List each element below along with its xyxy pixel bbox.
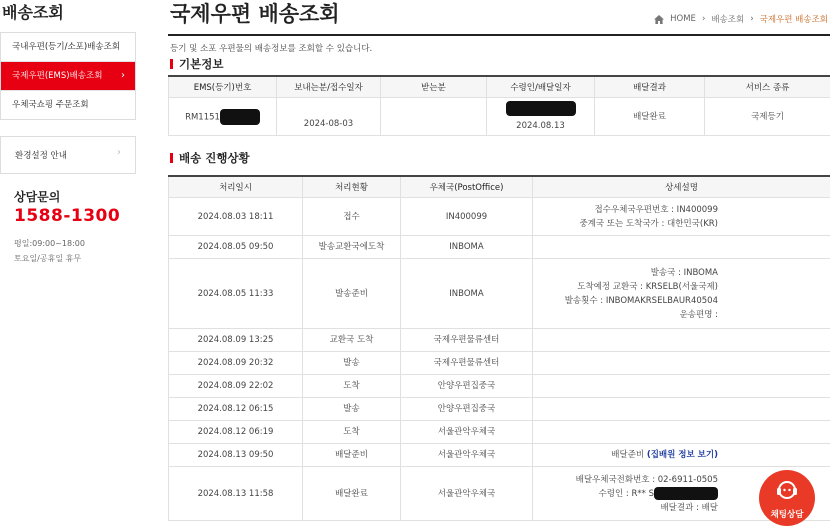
detail-cell bbox=[533, 421, 830, 444]
detail-cell bbox=[533, 259, 830, 329]
progress-table bbox=[168, 175, 830, 521]
detail-cell bbox=[533, 198, 830, 236]
status-cell: 발송 bbox=[303, 352, 401, 375]
consult-phone: 1588-1300 bbox=[14, 206, 120, 226]
table-row bbox=[169, 421, 830, 444]
chevron-right-icon: › bbox=[121, 62, 125, 90]
page-description: 등기 및 소포 우편물의 배송정보를 조회할 수 있습니다. bbox=[170, 42, 372, 54]
sidebar bbox=[0, 0, 140, 517]
datetime-cell: 2024.08.12 06:19 bbox=[169, 421, 303, 444]
table-row bbox=[169, 375, 830, 398]
delivered-date-cell bbox=[487, 98, 595, 136]
chevron-right-icon: › bbox=[117, 147, 121, 158]
section-marker bbox=[170, 153, 173, 163]
detail-line: 발송국 : INBOMA bbox=[533, 266, 718, 280]
service-cell: 국제등기 bbox=[705, 98, 830, 136]
chat-agent-icon bbox=[775, 478, 799, 502]
status-cell: 교환국 도착 bbox=[303, 329, 401, 352]
table-row bbox=[169, 352, 830, 375]
status-cell: 발송준비 bbox=[303, 259, 401, 329]
ems-number: RM1151 bbox=[185, 112, 220, 122]
table-row bbox=[169, 329, 830, 352]
sidebar-item-domestic[interactable] bbox=[1, 33, 135, 62]
redaction-block bbox=[220, 109, 260, 125]
detail-line: 배달결과 : 배달 bbox=[533, 501, 718, 515]
breadcrumb-current: 국제우편 배송조회 bbox=[760, 13, 828, 25]
env-settings-link[interactable] bbox=[0, 136, 136, 174]
consult-title: 상담문의 bbox=[14, 188, 60, 205]
office-cell: 서울관악우체국 bbox=[401, 444, 533, 467]
detail-line: 배달우체국전화번호 : 02-6911-0505 bbox=[533, 473, 718, 487]
office-cell: IN400099 bbox=[401, 198, 533, 236]
table-header-row bbox=[169, 176, 830, 198]
status-cell: 도착 bbox=[303, 421, 401, 444]
detail-line: 중계국 또는 도착국가 : 대한민국(KR) bbox=[533, 217, 718, 231]
table-row bbox=[169, 398, 830, 421]
col-header: 받는분 bbox=[381, 76, 487, 98]
chat-consult-button[interactable] bbox=[759, 470, 815, 526]
detail-cell bbox=[533, 398, 830, 421]
detail-cell bbox=[533, 236, 830, 259]
office-cell: INBOMA bbox=[401, 236, 533, 259]
detail-cell bbox=[533, 375, 830, 398]
detail-line: 접수우체국우편번호 : IN400099 bbox=[533, 203, 718, 217]
sidebar-menu bbox=[0, 32, 136, 120]
sent-date-cell bbox=[277, 98, 381, 136]
title-divider bbox=[168, 34, 830, 36]
basic-info-table bbox=[168, 75, 830, 136]
detail-cell bbox=[533, 352, 830, 375]
datetime-cell: 2024.08.12 06:15 bbox=[169, 398, 303, 421]
col-header: 상세설명 bbox=[533, 176, 830, 198]
col-header: 배달결과 bbox=[595, 76, 705, 98]
receiver-cell bbox=[381, 98, 487, 136]
redaction-block bbox=[506, 101, 576, 116]
detail-line: 운송편명 : bbox=[533, 308, 718, 322]
datetime-cell: 2024.08.09 20:32 bbox=[169, 352, 303, 375]
sidebar-item-shopping[interactable] bbox=[1, 91, 135, 119]
detail-cell bbox=[533, 444, 830, 467]
section-progress bbox=[170, 150, 250, 166]
sidebar-item-label: 국제우편(EMS)배송조회 bbox=[12, 71, 102, 81]
office-cell: 국제우편물류센터 bbox=[401, 329, 533, 352]
office-cell: 서울관악우체국 bbox=[401, 421, 533, 444]
status-cell: 발송 bbox=[303, 398, 401, 421]
detail-line-recipient bbox=[533, 487, 718, 501]
delivered-date: 2024.08.13 bbox=[516, 121, 565, 131]
breadcrumb-delivery[interactable]: 배송조회 bbox=[711, 13, 744, 25]
consult-hours-weekend: 토요일/공휴일 휴무 bbox=[14, 253, 81, 264]
sidebar-title: 배송조회 bbox=[2, 0, 64, 23]
status-cell: 배달완료 bbox=[303, 467, 401, 521]
status-cell: 배달준비 bbox=[303, 444, 401, 467]
result-cell: 배달완료 bbox=[595, 98, 705, 136]
section-marker bbox=[170, 59, 173, 69]
datetime-cell: 2024.08.05 11:33 bbox=[169, 259, 303, 329]
table-row bbox=[169, 98, 830, 136]
page-title: 국제우편 배송조회 bbox=[170, 0, 340, 28]
breadcrumb-home[interactable]: HOME bbox=[670, 14, 696, 24]
home-icon bbox=[654, 15, 664, 24]
col-header: 처리일시 bbox=[169, 176, 303, 198]
table-row bbox=[169, 259, 830, 329]
detail-line: 발송횟수 : INBOMAKRSELBAUR40504 bbox=[533, 294, 718, 308]
sent-date: 2024-08-03 bbox=[304, 119, 353, 129]
table-row bbox=[169, 467, 830, 521]
col-header: 보내는분/접수일자 bbox=[277, 76, 381, 98]
datetime-cell: 2024.08.03 18:11 bbox=[169, 198, 303, 236]
office-cell: 안양우편집중국 bbox=[401, 375, 533, 398]
sidebar-item-label: 우체국쇼핑 주문조회 bbox=[12, 100, 89, 110]
detail-cell bbox=[533, 329, 830, 352]
table-row bbox=[169, 236, 830, 259]
consult-hours-weekday: 평일:09:00~18:00 bbox=[14, 238, 85, 249]
courier-text: 배달준비 bbox=[611, 450, 644, 460]
section-title: 기본정보 bbox=[179, 56, 223, 72]
table-row bbox=[169, 198, 830, 236]
datetime-cell: 2024.08.09 13:25 bbox=[169, 329, 303, 352]
sidebar-item-label: 국내우편(등기/소포)배송조회 bbox=[12, 42, 120, 52]
office-cell: 서울관악우체국 bbox=[401, 467, 533, 521]
office-cell: INBOMA bbox=[401, 259, 533, 329]
sidebar-item-ems[interactable] bbox=[1, 62, 135, 91]
status-cell: 접수 bbox=[303, 198, 401, 236]
chat-label: 채팅상담 bbox=[759, 508, 815, 520]
detail-line: 도착예정 교환국 : KRSELB(서울국제) bbox=[533, 280, 718, 294]
chevron-right-icon: › bbox=[702, 14, 705, 24]
col-header: EMS(등기)번호 bbox=[169, 76, 277, 98]
status-cell: 도착 bbox=[303, 375, 401, 398]
redaction-block bbox=[654, 487, 718, 500]
datetime-cell: 2024.08.13 11:58 bbox=[169, 467, 303, 521]
chevron-right-icon: › bbox=[750, 14, 753, 24]
office-cell: 안양우편집중국 bbox=[401, 398, 533, 421]
col-header: 서비스 종류 bbox=[705, 76, 830, 98]
datetime-cell: 2024.08.09 22:02 bbox=[169, 375, 303, 398]
col-header: 수령인/배달일자 bbox=[487, 76, 595, 98]
datetime-cell: 2024.08.13 09:50 bbox=[169, 444, 303, 467]
datetime-cell: 2024.08.05 09:50 bbox=[169, 236, 303, 259]
status-cell: 발송교환국에도착 bbox=[303, 236, 401, 259]
table-header-row bbox=[169, 76, 830, 98]
section-basic-info bbox=[170, 56, 223, 72]
section-title: 배송 진행상황 bbox=[179, 150, 250, 166]
breadcrumb bbox=[654, 13, 828, 25]
detail-line: 수령인 : R** S bbox=[599, 489, 654, 499]
col-header: 처리현황 bbox=[303, 176, 401, 198]
ems-number-cell bbox=[169, 98, 277, 136]
office-cell: 국제우편물류센터 bbox=[401, 352, 533, 375]
env-settings-label: 환경설정 안내 bbox=[15, 149, 67, 161]
col-header: 우체국(PostOffice) bbox=[401, 176, 533, 198]
table-row bbox=[169, 444, 830, 467]
courier-info-link[interactable]: (집배원 정보 보기) bbox=[647, 450, 718, 460]
